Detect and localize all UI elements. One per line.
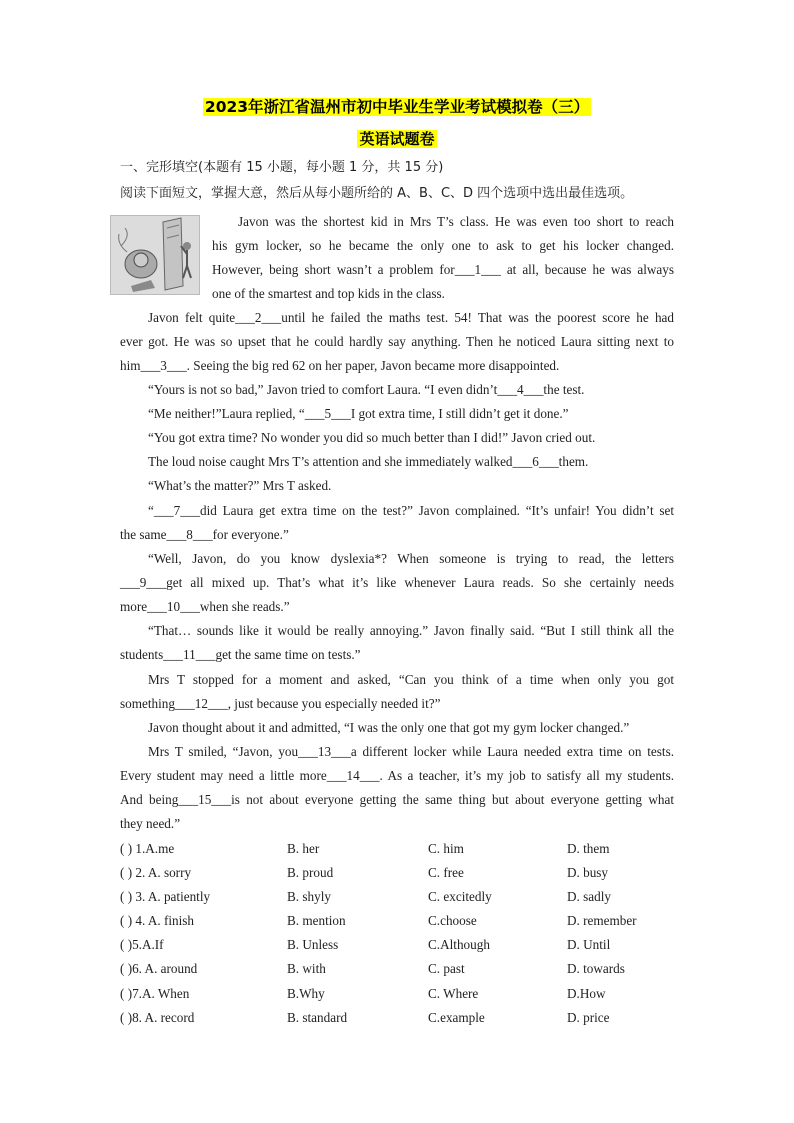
passage-line: Every student may need a little more___14___. As a teacher, it’s my job to satisfy all my students. — [120, 768, 674, 783]
option-c: C. free — [428, 865, 464, 880]
option-b: B. shyly — [287, 889, 331, 904]
option-c: C. Where — [428, 986, 479, 1001]
option-b: B. her — [287, 841, 320, 856]
instruction: 阅读下面短文，掌握大意，然后从每小题所给的 A、B、C、D 四个选项中选出最佳选项。 — [120, 186, 634, 201]
passage-line: “You got extra time? No wonder you did so much better than I did!” Javon cried out. — [148, 430, 596, 445]
exam-title: 2023年浙江省温州市初中毕业生学业考试模拟卷（三） — [204, 98, 590, 116]
exam-subtitle: 英语试题卷 — [359, 130, 435, 148]
passage-line: “What’s the matter?” Mrs T asked. — [148, 478, 332, 493]
passage-line: “That… sounds like it would be really annoying.” Javon finally said. “But I still think all the — [148, 623, 674, 638]
option-c: C.example — [428, 1010, 485, 1025]
passage-line: “Me neither!”Laura replied, “___5___I got extra time, I still didn’t get it done.” — [148, 406, 569, 421]
passage-line: him___3___. Seeing the big red 62 on her paper, Javon became more disappointed. — [120, 358, 560, 373]
option-d: D. price — [567, 1010, 610, 1025]
passage-line: more___10___when she reads.” — [120, 599, 290, 614]
option-a: ( )5.A.If — [120, 937, 164, 952]
option-b: B. mention — [287, 913, 346, 928]
passage-line: his gym locker, so he became the only one to ask to get his locker changed. — [212, 238, 674, 253]
option-a: ( ) 3. A. patiently — [120, 889, 211, 904]
passage-line: “___7___did Laura get extra time on the test?” Javon complained. “It’s unfair! You didn’t set — [148, 503, 674, 518]
option-c: C. past — [428, 961, 465, 976]
option-d: D. remember — [567, 913, 637, 928]
passage-line: ___9___get all mixed up. That’s what it’s like whenever Laura reads. So she certainly needs — [120, 575, 674, 590]
option-b: B. with — [287, 961, 326, 976]
illustration-sketch — [111, 216, 200, 295]
passage-line: they need.” — [120, 816, 181, 831]
option-c: C. him — [428, 841, 464, 856]
passage-line: “Yours is not so bad,” Javon tried to comfort Laura. “I even didn’t___4___the test. — [148, 382, 585, 397]
option-b: B. Unless — [287, 937, 339, 952]
option-a: ( )8. A. record — [120, 1010, 195, 1025]
passage-line: Javon was the shortest kid in Mrs T’s class. He was even too short to reach — [238, 214, 674, 229]
passage-line: ever got. He was so upset that he could hardly say anything. Then he noticed Laura sitting next to — [120, 334, 674, 349]
option-c: C.Although — [428, 937, 490, 952]
passage-line: Javon thought about it and admitted, “I was the only one that got my gym locker changed.” — [148, 720, 630, 735]
passage-line: The loud noise caught Mrs T’s attention and she immediately walked___6___them. — [148, 454, 589, 469]
passage-line: students___11___get the same time on tests.” — [120, 647, 361, 662]
option-d: D.How — [567, 986, 606, 1001]
option-b: B.Why — [287, 986, 325, 1001]
option-b: B. standard — [287, 1010, 348, 1025]
passage-line: However, being short wasn’t a problem for___1___ at all, because he was always — [212, 262, 674, 277]
section-heading: 一、完形填空(本题有 15 小题，每小题 1 分，共 15 分) — [120, 160, 444, 175]
option-d: D. sadly — [567, 889, 611, 904]
passage-line: “Well, Javon, do you know dyslexia*? When someone is trying to read, the letters — [148, 551, 674, 566]
option-d: D. them — [567, 841, 610, 856]
passage-line: Mrs T stopped for a moment and asked, “Can you think of a time when only you got — [148, 672, 674, 687]
passage-line: Mrs T smiled, “Javon, you___13___a different locker while Laura needed extra time on tests. — [148, 744, 674, 759]
option-a: ( )7.A. When — [120, 986, 190, 1001]
option-b: B. proud — [287, 865, 334, 880]
passage-line: And being___15___is not about everyone getting the same thing but about everyone getting what — [120, 792, 674, 807]
option-d: D. busy — [567, 865, 609, 880]
option-a: ( ) 4. A. finish — [120, 913, 194, 928]
passage-line: Javon felt quite___2___until he failed the maths test. 54! That was the poorest score he had — [148, 310, 674, 325]
option-c: C. excitedly — [428, 889, 492, 904]
option-d: D. Until — [567, 937, 611, 952]
option-a: ( ) 2. A. sorry — [120, 865, 192, 880]
passage-line: one of the smartest and top kids in the class. — [212, 286, 445, 301]
option-a: ( ) 1.A.me — [120, 841, 175, 856]
option-d: D. towards — [567, 961, 625, 976]
passage-line: the same___8___for everyone.” — [120, 527, 289, 542]
option-c: C.choose — [428, 913, 477, 928]
passage-line: something___12___, just because you especially needed it?” — [120, 696, 441, 711]
illustration-image — [110, 215, 200, 295]
option-a: ( )6. A. around — [120, 961, 198, 976]
